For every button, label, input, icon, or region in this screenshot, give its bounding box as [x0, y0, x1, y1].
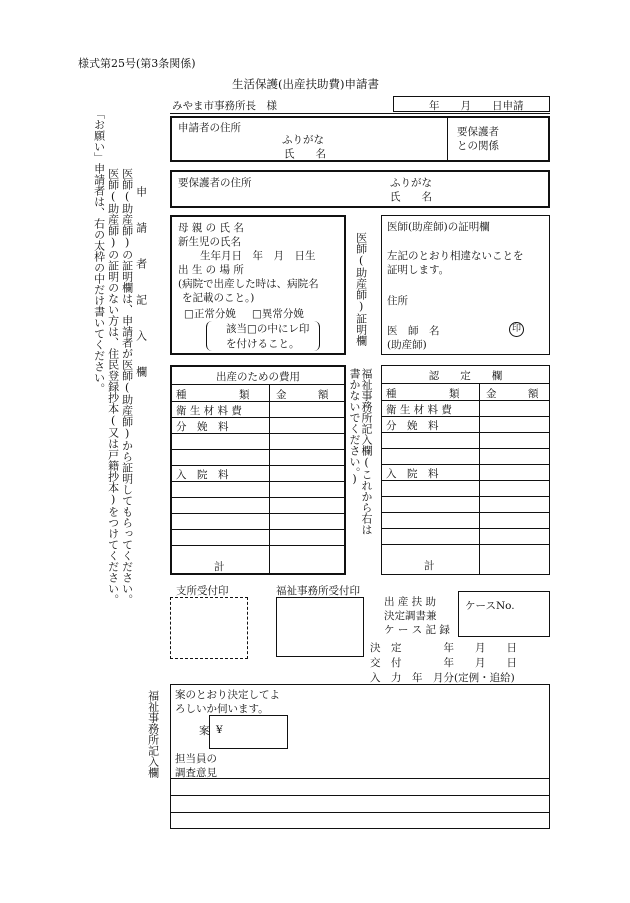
welfare-stamp-area [276, 597, 364, 657]
doctor-cert-label: 医師(助産師)証明欄 [354, 232, 368, 346]
cost-amount-field[interactable] [480, 417, 549, 431]
cost-amount-field[interactable] [270, 402, 344, 416]
proposal-line-2: ろしいか伺います。 [175, 703, 269, 715]
cost-amount-field[interactable] [270, 418, 344, 432]
costs-total-label: 計 [214, 561, 225, 573]
doctor-name-label: 医 師 名 [387, 325, 440, 337]
abnormal-birth-checkbox[interactable]: □異常分娩 [252, 308, 304, 320]
officer-opinion-2: 調査意見 [175, 767, 217, 779]
delivered-date: 交 付 年 月 日 [370, 657, 517, 669]
doctor-statement-1: 左記のとおり相違ないことを [387, 250, 524, 262]
approval-col-type: 種 類 [386, 388, 460, 400]
decided-date: 決 定 年 月 日 [370, 642, 517, 654]
protected-furigana-label: ふりがな [390, 177, 432, 189]
protected-person-box [170, 170, 550, 208]
notice-line-1: 「お願い」申請者は、右の太枠の中だけ書いてください。 [92, 108, 106, 394]
yen-symbol: ¥ [216, 724, 223, 736]
cost-item-label: 入 院 料 [386, 468, 439, 480]
decision-title-2: 決定調書兼 [384, 610, 437, 622]
row-divider [382, 544, 549, 545]
relation-label-1: 要保護者 [457, 126, 499, 138]
cost-amount-field[interactable] [270, 434, 344, 448]
cost-item-label: 入 院 料 [176, 469, 229, 481]
case-number-label: ケースNo. [465, 600, 515, 612]
costs-col-amount: 金 額 [276, 389, 329, 401]
hospital-note: (病院で出産した時は、病院名 [178, 278, 319, 290]
relation-label-2: との関係 [457, 140, 499, 152]
branch-stamp-area [170, 597, 248, 659]
costs-heading: 出産のための費用 [216, 371, 300, 383]
check-note-1: 該当□の中にレ印 [226, 323, 310, 335]
applicant-box [170, 116, 550, 162]
cost-item-label: 衛 生 材 料 費 [176, 405, 242, 417]
welfare-entry-box [170, 684, 550, 829]
input-month: 入 力 年 月分(定例・追給) [370, 672, 515, 684]
welfare-only-label: 福祉事務所記入欄(これから右は書かないでください。) [348, 368, 373, 535]
doctor-box [381, 215, 550, 355]
costs-table [170, 365, 346, 575]
cost-item-label: 分 娩 料 [386, 420, 439, 432]
cost-amount-field[interactable] [480, 497, 549, 511]
branch-stamp-label: 支所受付印 [176, 585, 229, 597]
mother-name-label: 母 親 の 氏 名 [178, 222, 244, 234]
row-divider [172, 545, 344, 546]
cost-amount-field[interactable] [270, 450, 344, 464]
approval-total-label: 計 [424, 560, 435, 572]
form-title: 生活保護(出産扶助費)申請書 [232, 77, 379, 91]
costs-col-type: 種 類 [176, 389, 250, 401]
decision-title-1: 出 産 扶 助 [384, 596, 437, 608]
date-field[interactable]: 年 月 日申請 [393, 96, 550, 112]
seal-icon: 印 [509, 322, 524, 337]
cost-amount-field[interactable] [270, 530, 344, 544]
check-note-2: を付けること。 [226, 338, 300, 350]
cost-amount-field[interactable] [480, 433, 549, 447]
case-number-field[interactable] [458, 591, 550, 637]
doctor-address-label: 住所 [387, 295, 408, 307]
mother-box [170, 215, 346, 355]
cost-amount-field[interactable] [480, 449, 549, 463]
notice-line-3: 医師(助産師)の証明欄は、申請者が医師(助産師)から証明してもらってください。 [120, 168, 134, 605]
cost-item-label: 衛 生 材 料 費 [386, 404, 452, 416]
birthplace-label: 出 生 の 場 所 [178, 264, 244, 276]
doctor-heading: 医師(助産師)の証明欄 [387, 221, 490, 233]
hospital-note-2: を記載のこと。) [182, 292, 255, 304]
approval-table [381, 365, 550, 575]
approval-col-amount: 金 額 [486, 388, 539, 400]
applicant-entry-label: 申 請 者 記 入 欄 [134, 186, 148, 383]
protected-address-label: 要保護者の住所 [178, 177, 252, 189]
proposal-amount-field[interactable] [209, 715, 288, 749]
normal-birth-checkbox[interactable]: □正常分娩 [184, 308, 236, 320]
cost-amount-field[interactable] [480, 465, 549, 479]
cost-amount-field[interactable] [480, 481, 549, 495]
cost-amount-field[interactable] [480, 513, 549, 527]
cost-amount-field[interactable] [270, 482, 344, 496]
approval-heading: 認 定 欄 [428, 370, 503, 382]
decision-title-3: ケ ー ス 記 録 [384, 624, 450, 636]
doctor-statement-2: 証明します。 [387, 264, 450, 276]
form-number: 様式第25号(第3条関係) [78, 57, 196, 70]
cost-item-label: 分 娩 料 [176, 421, 229, 433]
cost-amount-field[interactable] [270, 466, 344, 480]
addressee: みやま市事務所長 様 [172, 100, 277, 112]
welfare-entry-label: 福祉事務所記入欄 [146, 690, 160, 778]
cost-amount-field[interactable] [480, 401, 549, 415]
cost-amount-field[interactable] [270, 514, 344, 528]
proposal-line-1: 案のとおり決定してよ [175, 689, 280, 701]
officer-opinion-1: 担当員の [175, 753, 217, 765]
divider [170, 113, 550, 114]
applicant-name-label: 氏 名 [284, 148, 326, 160]
proposal-amount-label: 案 [199, 725, 210, 737]
protected-name-label: 氏 名 [390, 191, 432, 203]
applicant-furigana-label: ふりがな [282, 134, 324, 146]
newborn-name-label: 新生児の氏名 [178, 236, 241, 248]
cost-amount-field[interactable] [480, 529, 549, 543]
applicant-address-label: 申請者の住所 [178, 122, 241, 134]
welfare-stamp-label: 福祉事務所受付印 [276, 585, 360, 597]
birth-date-label: 生年月日 年 月 日生 [200, 250, 316, 262]
midwife-label: (助産師) [387, 339, 427, 351]
cost-amount-field[interactable] [270, 498, 344, 512]
notice-line-2: 医師(助産師)の証明のない方は、住民登録抄本(又は戸籍抄本)をつけてください。 [106, 168, 120, 605]
